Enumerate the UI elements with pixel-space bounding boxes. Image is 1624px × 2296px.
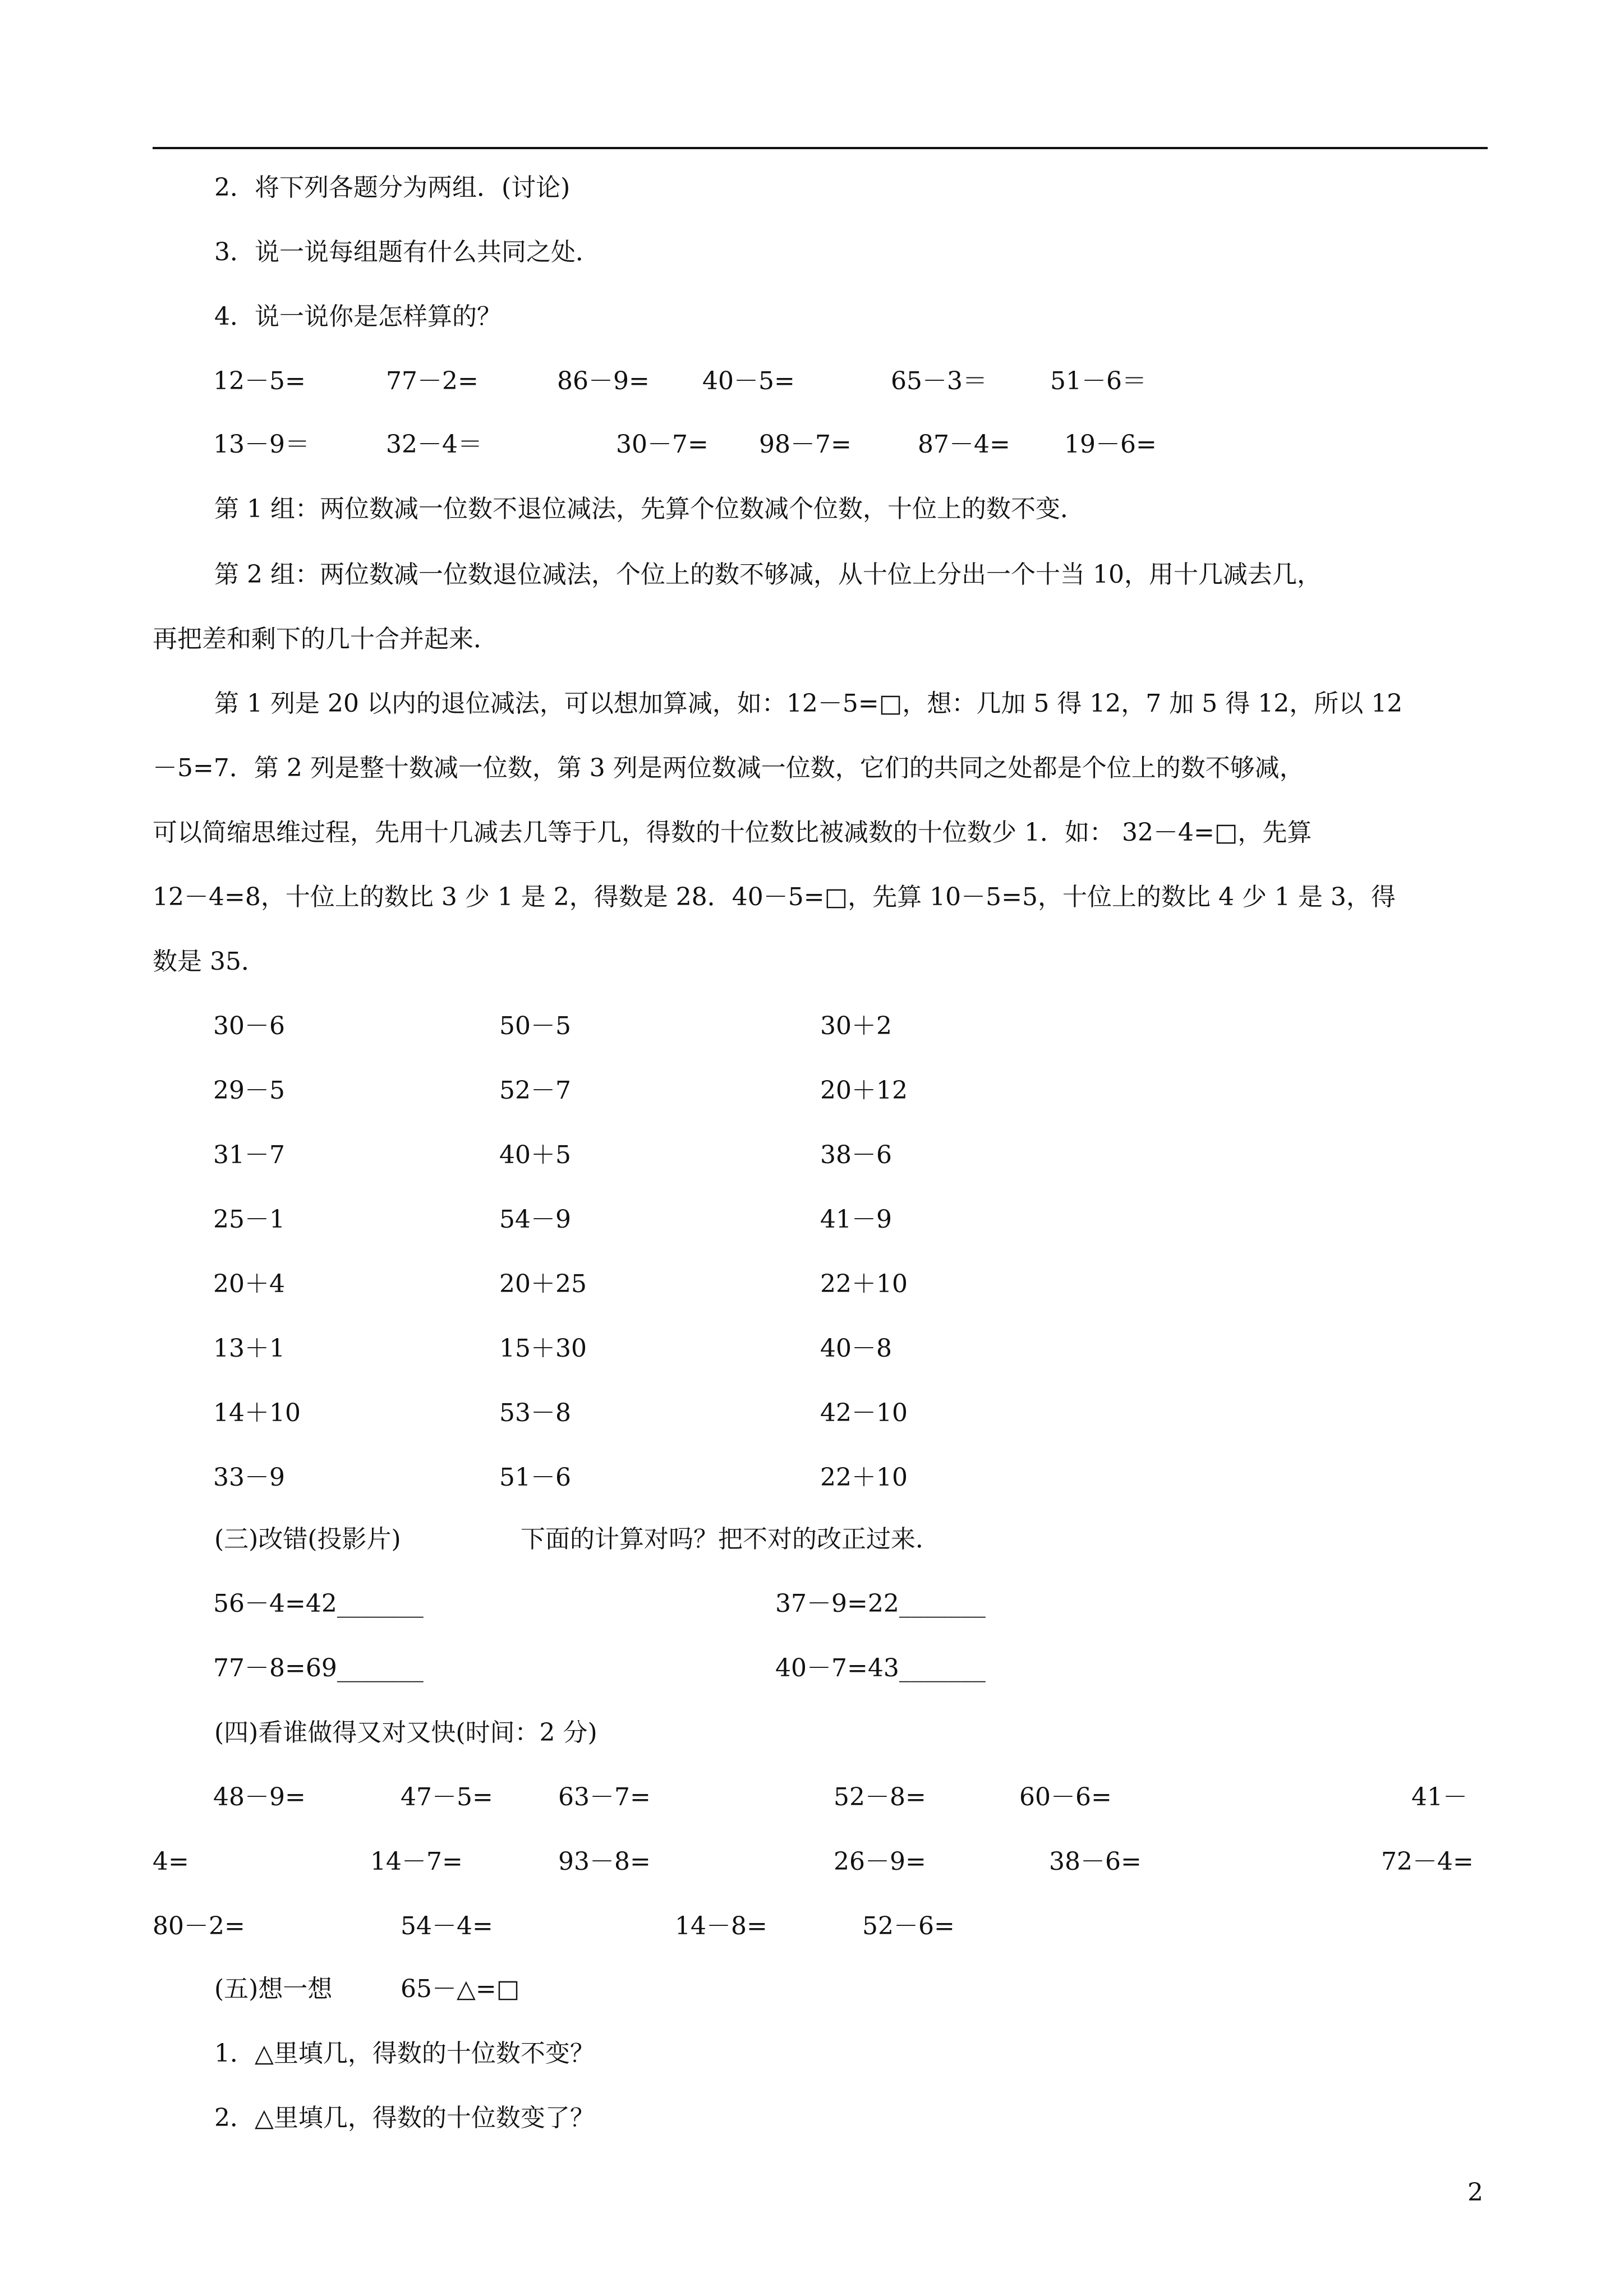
- exercise-item: 20＋12: [820, 1076, 908, 1105]
- exercise-item: 15＋30: [499, 1334, 587, 1363]
- exercise-item: 38－6: [820, 1141, 892, 1169]
- group-2-line: 第 2 组：两位数减一位数退位减法，个位上的数不够减，从十位上分出一个十当 10，用十几减去几，: [214, 560, 1322, 589]
- exercise-item: 42－10: [820, 1399, 908, 1427]
- problem: 19－6=: [1064, 430, 1157, 459]
- section-5-question: 1．△里填几，得数的十位数不变？: [214, 2039, 595, 2068]
- explanation-line: －5=7．第 2 列是整十数减一位数，第 3 列是两位数减一位数，它们的共同之处都是个位上的数不够减，: [153, 754, 1304, 782]
- section-4-heading: (四)看谁做得又对又快(时间：2 分): [214, 1718, 597, 1747]
- problem: 77－2=: [386, 367, 479, 395]
- page-number: 2: [1467, 2178, 1483, 2207]
- correction-item: 37－9=22_______: [775, 1589, 986, 1618]
- speed-problem: 26－9=: [834, 1847, 926, 1876]
- section-3-heading: (三)改错(投影片): [214, 1525, 401, 1553]
- speed-problem: 41－: [1411, 1783, 1467, 1811]
- header-rule: [153, 147, 1488, 149]
- problem: 65－3＝: [891, 367, 987, 395]
- speed-problem: 14－8=: [675, 1912, 767, 1940]
- speed-problem: 52－8=: [834, 1783, 926, 1811]
- explanation-line: 12－4=8，十位上的数比 3 少 1 是 2，得数是 28．40－5=□，先算 10－5=5，十位上的数比 4 少 1 是 3，得: [153, 883, 1396, 911]
- exercise-item: 20＋4: [213, 1270, 285, 1298]
- problem: 13－9＝: [213, 430, 310, 459]
- explanation-line: 可以简缩思维过程，先用十几减去几等于几，得数的十位数比被减数的十位数少 1．如： 32－4=□，先算: [153, 818, 1312, 847]
- exercise-item: 22＋10: [820, 1463, 908, 1492]
- problem: 32－4＝: [386, 430, 482, 459]
- speed-problem: 60－6=: [1019, 1783, 1112, 1811]
- problem: 86－9=: [557, 367, 650, 395]
- exercise-item: 13＋1: [213, 1334, 285, 1363]
- problem: 98－7=: [759, 430, 852, 459]
- exercise-item: 53－8: [499, 1399, 571, 1427]
- speed-problem: 38－6=: [1049, 1847, 1142, 1876]
- section-5-question: 2．△里填几，得数的十位数变了？: [214, 2104, 595, 2132]
- section-5-heading: (五)想一想: [214, 1975, 333, 2003]
- exercise-item: 41－9: [820, 1205, 892, 1234]
- speed-problem: 4=: [153, 1847, 189, 1876]
- speed-problem: 54－4=: [401, 1912, 493, 1940]
- speed-problem: 63－7=: [558, 1783, 651, 1811]
- exercise-item: 30＋2: [820, 1012, 892, 1040]
- exercise-item: 31－7: [213, 1141, 285, 1169]
- speed-problem: 72－4=: [1381, 1847, 1474, 1876]
- exercise-item: 14＋10: [213, 1399, 301, 1427]
- exercise-item: 54－9: [499, 1205, 571, 1234]
- explanation-line: 数是 35．: [153, 947, 266, 976]
- exercise-item: 33－9: [213, 1463, 285, 1492]
- correction-item: 56－4=42_______: [213, 1589, 424, 1618]
- group-1-description: 第 1 组：两位数减一位数不退位减法，先算个位数减个位数，十位上的数不变．: [214, 495, 1085, 523]
- explanation-line: 第 1 列是 20 以内的退位减法，可以想加算减，如：12－5=□，想：几加 5 得 12，7 加 5 得 12，所以 12: [214, 689, 1403, 718]
- step-4: 4．说一说你是怎样算的？: [214, 302, 502, 331]
- problem: 40－5=: [702, 367, 795, 395]
- exercise-item: 40＋5: [499, 1141, 571, 1169]
- exercise-item: 20＋25: [499, 1270, 587, 1298]
- step-3: 3．说一说每组题有什么共同之处．: [214, 238, 600, 266]
- correction-item: 40－7=43_______: [775, 1654, 986, 1682]
- speed-problem: 14－7=: [370, 1847, 463, 1876]
- speed-problem: 52－6=: [862, 1912, 955, 1940]
- speed-problem: 80－2=: [153, 1912, 245, 1940]
- speed-problem: 48－9=: [213, 1783, 306, 1811]
- exercise-item: 40－8: [820, 1334, 892, 1363]
- problem: 30－7=: [616, 430, 709, 459]
- exercise-item: 25－1: [213, 1205, 285, 1234]
- section-3-instruction: 下面的计算对吗？把不对的改正过来．: [521, 1525, 940, 1553]
- correction-item: 77－8=69_______: [213, 1654, 424, 1682]
- exercise-item: 51－6: [499, 1463, 571, 1492]
- section-5-equation: 65－△=□: [401, 1975, 520, 2003]
- exercise-item: 52－7: [499, 1076, 571, 1105]
- problem: 51－6＝: [1050, 367, 1147, 395]
- problem: 87－4=: [918, 430, 1010, 459]
- speed-problem: 47－5=: [401, 1783, 493, 1811]
- exercise-item: 22＋10: [820, 1270, 908, 1298]
- exercise-item: 30－6: [213, 1012, 285, 1040]
- exercise-item: 29－5: [213, 1076, 285, 1105]
- group-2-line: 再把差和剩下的几十合并起来．: [153, 625, 498, 653]
- step-2: 2．将下列各题分为两组．(讨论): [214, 173, 571, 202]
- exercise-item: 50－5: [499, 1012, 571, 1040]
- speed-problem: 93－8=: [558, 1847, 651, 1876]
- problem: 12－5=: [213, 367, 306, 395]
